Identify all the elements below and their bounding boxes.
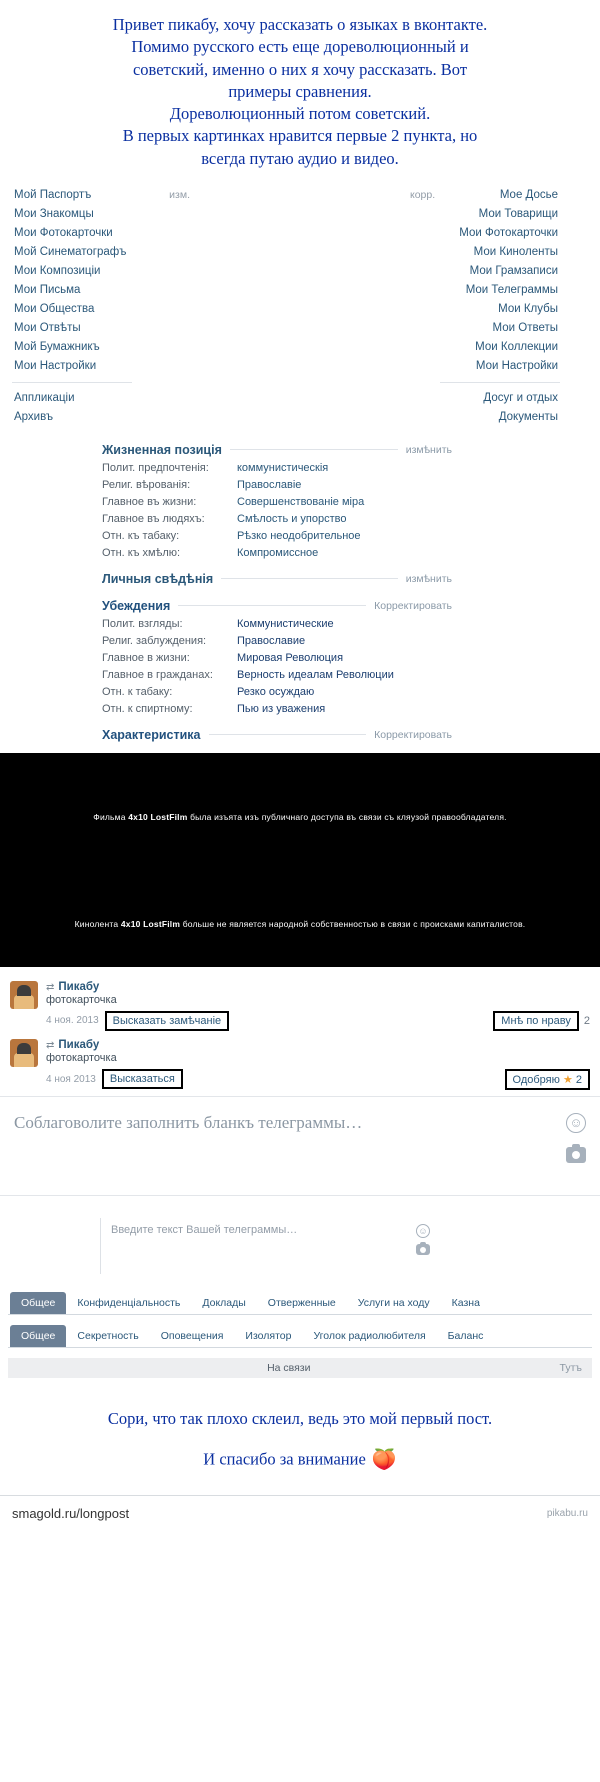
tab-blacklist-old[interactable]: Отверженные bbox=[267, 1296, 336, 1309]
tab-general-new[interactable]: Общее bbox=[10, 1325, 66, 1347]
info-key: Главное въ людяхъ: bbox=[102, 513, 205, 526]
menu-item-label: Досуг и отдых bbox=[483, 392, 558, 405]
menu-item-archive[interactable] bbox=[12, 408, 192, 427]
menu-item-label: Мои Товарищи bbox=[478, 208, 558, 221]
status-bar bbox=[8, 1358, 592, 1378]
intro-line: Помимо русского есть еще дореволюционный и bbox=[131, 37, 469, 57]
info-value[interactable]: Православіе bbox=[237, 479, 302, 492]
banner-strong: 4x10 LostFilm bbox=[120, 918, 181, 929]
compose-icons bbox=[566, 1113, 586, 1163]
info-value[interactable]: Совершенствованіе міра bbox=[237, 496, 365, 509]
info-value[interactable]: коммунистическія bbox=[237, 462, 329, 475]
like-label: Одобряю bbox=[512, 1073, 560, 1086]
settings-tabs-old bbox=[8, 1292, 592, 1315]
intro-line: примеры сравнения. bbox=[228, 81, 372, 101]
tab-mobile-old[interactable]: Услуги на ходу bbox=[357, 1296, 430, 1309]
info-row bbox=[102, 511, 452, 528]
menu-divider bbox=[12, 382, 132, 383]
comments-comparison bbox=[0, 967, 600, 1096]
info-value[interactable]: Компромиссное bbox=[237, 547, 319, 560]
menu-item[interactable] bbox=[12, 243, 192, 262]
compose-icons bbox=[416, 1224, 430, 1255]
tab-reports-old[interactable]: Доклады bbox=[202, 1296, 246, 1309]
compose-placeholder[interactable]: Введите текст Вашей телеграммы… bbox=[111, 1223, 298, 1236]
menu-item-label: Мои Киноленты bbox=[473, 246, 558, 259]
peach-emoji: 🍑 bbox=[371, 1449, 397, 1472]
comment-right bbox=[505, 1069, 590, 1090]
info-row bbox=[102, 545, 452, 562]
profile-info bbox=[0, 431, 600, 753]
intro-line: В первых картинках нравится первые 2 пункта, но bbox=[122, 126, 478, 146]
info-block-beliefs bbox=[102, 593, 452, 718]
telegram-compose-new[interactable] bbox=[100, 1218, 430, 1274]
menu-item-label: Мои Грамзаписи bbox=[469, 265, 558, 278]
block-header bbox=[102, 722, 452, 745]
outro-text bbox=[0, 1382, 600, 1495]
menu-item-label: Мои Отвѣты bbox=[14, 322, 81, 335]
banner-prefix: Фильма bbox=[93, 811, 129, 822]
info-key: Отн. къ хмѣлю: bbox=[102, 547, 181, 560]
tab-balance-old[interactable]: Казна bbox=[451, 1296, 480, 1309]
tab-general-old[interactable]: Общее bbox=[10, 1292, 66, 1314]
menu-item-label: Мой Бумажникъ bbox=[14, 341, 100, 354]
block-header bbox=[102, 437, 452, 460]
like-button[interactable] bbox=[505, 1069, 590, 1090]
menu-item-label: Мой Паспортъ bbox=[14, 189, 92, 202]
footer bbox=[0, 1495, 600, 1533]
info-value[interactable]: Верность идеалам Революции bbox=[237, 669, 394, 682]
menu-item[interactable] bbox=[408, 338, 560, 357]
menu-item-label: Мои Знакомцы bbox=[14, 208, 94, 221]
info-block-life-position bbox=[102, 437, 452, 562]
banner-strong: 4x10 LostFilm bbox=[128, 811, 188, 822]
menu-item[interactable] bbox=[408, 224, 560, 243]
tab-privacy-old[interactable]: Конфиденціальность bbox=[77, 1296, 181, 1309]
author-name: Пикабу bbox=[58, 980, 100, 993]
intro-line: советский, именно о них я хочу рассказать. Вот bbox=[132, 59, 468, 79]
banner-prerevolutionary bbox=[0, 753, 600, 881]
menu-item[interactable] bbox=[12, 300, 192, 319]
info-key: Полит. предпочтенія: bbox=[102, 462, 209, 475]
tab-notifications-new[interactable]: Оповещения bbox=[160, 1329, 224, 1342]
menu-item-sub[interactable]: изм. bbox=[169, 189, 190, 202]
info-block-characteristics bbox=[102, 722, 452, 745]
block-title-text: Характеристика bbox=[102, 727, 201, 742]
intro-text bbox=[0, 0, 600, 180]
menu-item[interactable] bbox=[408, 319, 560, 338]
info-value[interactable]: Рѣзко неодобрительное bbox=[237, 530, 361, 543]
menu-item[interactable] bbox=[12, 338, 192, 357]
comment-action-button[interactable]: Высказать замѣчаніе bbox=[105, 1011, 230, 1031]
menu-item-sub[interactable]: корр. bbox=[410, 189, 436, 202]
like-button[interactable]: Мнѣ по нраву bbox=[493, 1011, 579, 1031]
outro-line: Сори, что так плохо склеил, ведь это мой первый пост. bbox=[107, 1409, 493, 1429]
avatar[interactable] bbox=[10, 1039, 38, 1067]
menu-item[interactable] bbox=[12, 224, 192, 243]
menu-item[interactable] bbox=[408, 281, 560, 300]
intro-line: Привет пикабу, хочу рассказать о языках в вконтакте. bbox=[112, 15, 488, 34]
menu-item[interactable] bbox=[12, 281, 192, 300]
repost-icon: ⇄ bbox=[46, 981, 55, 993]
compose-placeholder[interactable]: Соблаговолите заполнить бланкъ телеграммы… bbox=[14, 1112, 363, 1132]
like-count: 2 bbox=[575, 1073, 582, 1086]
menu-item[interactable] bbox=[408, 205, 560, 224]
info-value[interactable]: Смѣлость и упорство bbox=[237, 513, 347, 526]
intro-line: Дореволюционный потом советский. bbox=[169, 104, 431, 124]
menu-item-label: Мои Коллекции bbox=[475, 341, 558, 354]
smile-icon[interactable]: ☺ bbox=[566, 1113, 586, 1133]
banner-prefix: Кинолента bbox=[74, 918, 121, 929]
info-row bbox=[102, 528, 452, 545]
menu-item-label: Мои Телеграммы bbox=[465, 284, 558, 297]
info-row bbox=[102, 667, 452, 684]
info-row bbox=[102, 684, 452, 701]
repost-icon: ⇄ bbox=[46, 1039, 55, 1051]
menu-item-label: Документы bbox=[498, 411, 558, 424]
info-key: Религ. заблуждения: bbox=[102, 635, 207, 648]
camera-icon[interactable] bbox=[416, 1244, 430, 1255]
status-online: На связи bbox=[267, 1361, 311, 1374]
menu-item[interactable] bbox=[408, 357, 560, 376]
menu-item[interactable] bbox=[12, 262, 192, 281]
menu-item-applications[interactable] bbox=[12, 389, 192, 408]
info-key: Главное въ жизни: bbox=[102, 496, 197, 509]
tab-blacklist-new[interactable]: Изолятор bbox=[245, 1329, 292, 1342]
comment-meta bbox=[46, 1006, 590, 1031]
comment-body bbox=[46, 981, 590, 1031]
outro-line-text: И спасибо за внимание bbox=[203, 1449, 366, 1469]
menu-item-label: Мои Композиціи bbox=[14, 265, 101, 278]
menu-prerevolutionary bbox=[12, 186, 192, 427]
menu-item[interactable] bbox=[408, 262, 560, 281]
menu-item[interactable] bbox=[12, 357, 192, 376]
menu-item-label: Архивъ bbox=[14, 411, 54, 424]
settings-tabs-new bbox=[8, 1325, 592, 1348]
edit-link[interactable]: Корректировать bbox=[374, 599, 452, 612]
comment-author[interactable] bbox=[46, 1039, 590, 1051]
comment-action-button[interactable]: Высказаться bbox=[102, 1069, 183, 1089]
banner-suffix: была изъята изъ публичнаго доступа въ связи съ кляузой правообладателя. bbox=[187, 811, 507, 822]
settings-tabs-old-wrap bbox=[0, 1292, 600, 1315]
menu-item[interactable] bbox=[12, 205, 192, 224]
menu-item-label: Мои Общества bbox=[14, 303, 95, 316]
menu-item-label: Мои Настройки bbox=[14, 360, 97, 373]
info-row bbox=[102, 616, 452, 633]
info-key: Главное в жизни: bbox=[102, 652, 190, 665]
block-title-text: Жизненная позиція bbox=[102, 442, 222, 457]
menu-item-label: Мои Фотокарточки bbox=[14, 227, 113, 240]
info-value[interactable]: Коммунистические bbox=[237, 618, 334, 631]
menu-comparison bbox=[0, 180, 600, 431]
info-row bbox=[102, 633, 452, 650]
menu-item-documents[interactable] bbox=[408, 408, 560, 427]
title-rule bbox=[178, 605, 366, 606]
menu-item-label: Аппликаціи bbox=[14, 392, 75, 405]
banner-soviet bbox=[0, 881, 600, 967]
menu-item-label: Мой Синематографъ bbox=[14, 246, 127, 259]
info-key: Религ. вѣрованія: bbox=[102, 479, 191, 492]
comment-body bbox=[46, 1039, 590, 1090]
comment-date: 4 ноя 2013 bbox=[46, 1073, 96, 1085]
source-link[interactable]: smagold.ru/longpost bbox=[12, 1505, 130, 1521]
info-value[interactable]: Пью из уважения bbox=[237, 703, 326, 716]
comment-author[interactable] bbox=[46, 981, 590, 993]
menu-item-label: Мои Письма bbox=[14, 284, 81, 297]
menu-soviet bbox=[408, 186, 588, 427]
tab-privacy-new[interactable]: Секретность bbox=[77, 1329, 139, 1342]
smile-icon[interactable]: ☺ bbox=[416, 1224, 430, 1238]
comment-date: 4 ноя. 2013 bbox=[46, 1015, 99, 1027]
block-header bbox=[102, 566, 452, 589]
comment-text: фотокарточка bbox=[46, 1051, 117, 1064]
block-header bbox=[102, 593, 452, 616]
block-title-text: Личныя свѣдѣнія bbox=[102, 571, 214, 586]
banner-text bbox=[75, 919, 526, 929]
status-here[interactable]: Тутъ bbox=[559, 1361, 582, 1374]
avatar[interactable] bbox=[10, 981, 38, 1009]
info-key: Отн. к табаку: bbox=[102, 686, 173, 699]
menu-item-label: Мои Ответы bbox=[492, 322, 558, 335]
title-rule bbox=[221, 578, 398, 579]
star-icon: ★ bbox=[562, 1073, 573, 1086]
menu-item[interactable] bbox=[12, 319, 192, 338]
info-key: Главное в гражданах: bbox=[102, 669, 213, 682]
like-count: 2 bbox=[583, 1014, 590, 1027]
tab-mobile-new[interactable]: Уголок радиолюбителя bbox=[313, 1329, 426, 1342]
block-title-text: Убеждения bbox=[102, 598, 171, 613]
camera-icon[interactable] bbox=[566, 1147, 586, 1163]
banner-suffix: больше не является народной собственностью в связи с происками капиталистов. bbox=[180, 918, 526, 929]
info-key: Отн. к спиртному: bbox=[102, 703, 193, 716]
title-rule bbox=[230, 449, 398, 450]
tab-balance-new[interactable]: Баланс bbox=[447, 1329, 484, 1342]
edit-link[interactable]: измѣнить bbox=[405, 572, 452, 585]
menu-item-label: Мое Досье bbox=[499, 189, 558, 202]
info-key: Отн. къ табаку: bbox=[102, 530, 180, 543]
info-block-personal-details bbox=[102, 566, 452, 589]
edit-link[interactable]: Корректировать bbox=[374, 728, 452, 741]
outro-line bbox=[10, 1447, 590, 1474]
menu-item[interactable] bbox=[408, 186, 560, 205]
info-row bbox=[102, 494, 452, 511]
info-value[interactable]: Православие bbox=[237, 635, 306, 648]
settings-tabs-new-wrap bbox=[0, 1325, 600, 1348]
info-value[interactable]: Мировая Революция bbox=[237, 652, 344, 665]
menu-divider bbox=[440, 382, 560, 383]
info-row bbox=[102, 701, 452, 718]
menu-item[interactable] bbox=[408, 300, 560, 319]
menu-item-leisure[interactable] bbox=[408, 389, 560, 408]
author-name: Пикабу bbox=[58, 1038, 100, 1051]
telegram-compose-old[interactable] bbox=[0, 1096, 600, 1196]
site-watermark: pikabu.ru bbox=[546, 1507, 588, 1519]
menu-item-label: Мои Клубы bbox=[498, 303, 558, 316]
banner-text bbox=[93, 812, 506, 822]
info-row bbox=[102, 460, 452, 477]
comment-row bbox=[10, 1033, 590, 1092]
comment-row bbox=[10, 975, 590, 1033]
comment-right bbox=[493, 1011, 590, 1031]
intro-line: всегда путаю аудио и видео. bbox=[201, 148, 399, 168]
title-rule bbox=[209, 734, 367, 735]
comment-text: фотокарточка bbox=[46, 993, 117, 1006]
menu-item[interactable] bbox=[12, 186, 192, 205]
info-row bbox=[102, 477, 452, 494]
comment-left bbox=[46, 1069, 183, 1089]
comment-meta bbox=[46, 1064, 590, 1090]
info-value[interactable]: Резко осуждаю bbox=[237, 686, 315, 699]
info-row bbox=[102, 650, 452, 667]
info-key: Полит. взгляды: bbox=[102, 618, 183, 631]
menu-item-label: Мои Настройки bbox=[475, 360, 558, 373]
menu-item[interactable] bbox=[408, 243, 560, 262]
comment-left bbox=[46, 1011, 229, 1031]
menu-item-label: Мои Фотокарточки bbox=[459, 227, 558, 240]
edit-link[interactable]: измѣнить bbox=[405, 443, 452, 456]
